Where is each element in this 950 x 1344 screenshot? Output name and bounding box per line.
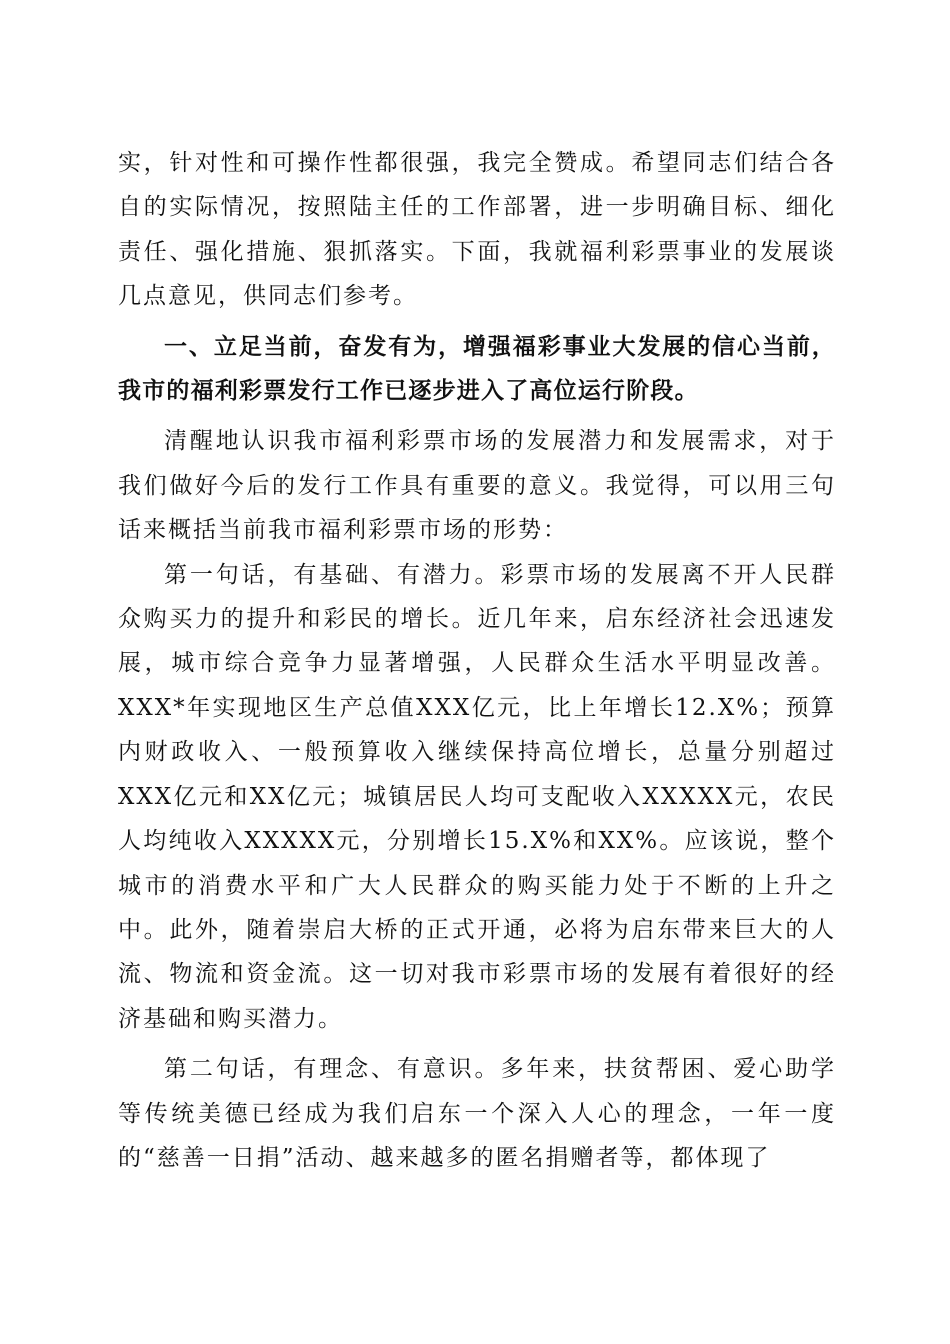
paragraph-text: 清醒地认识我市福利彩票市场的发展潜力和发展需求，对于我们做好今后的发行工作具有重要的意义。我觉得，可以用三句话来概括当前我市福利彩票市场的形势： [118, 428, 836, 544]
paragraph-text: 实，针对性和可操作性都很强，我完全赞成。希望同志们结合各自的实际情况，按照陆主任的工作部署，进一步明确目标、细化责任、强化措施、狠抓落实。下面，我就福利彩票事业的发展谈几点意见，供同志们参考。 [118, 150, 836, 310]
paragraph-first-point [118, 553, 836, 1041]
document-page [118, 141, 836, 1180]
section-heading-1 [118, 325, 836, 414]
paragraph-text: 多年来，扶贫帮困、爱心助学等传统美德已经成为我们启东一个深入人心的理念，一年一度的“慈善一日捐”活动、越来越多的匿名捐赠者等，都体现了 [118, 1056, 837, 1171]
point-lead-second: 第二句话，有理念、有意识。 [164, 1056, 501, 1083]
paragraph-market-awareness [118, 419, 836, 552]
heading-text: 一、立足当前，奋发有为，增强福彩事业大发展的信心当前，我市的福利彩票发行工作已逐步进入了高位运行阶段。 [118, 333, 836, 405]
paragraph-intro-continuation [118, 141, 836, 319]
paragraph-second-point [118, 1047, 836, 1180]
point-lead-first: 第一句话，有基础、有潜力。 [164, 561, 501, 588]
paragraph-text: 彩票市场的发展离不开人民群众购买力的提升和彩民的增长。近几年来，启东经济社会迅速发展，城市综合竞争力显著增强，人民群众生活水平明显改善。XXX*年实现地区生产总值XXX亿元，比上年增长12.X%；预算内财政收入、一般预算收入继续保持高位增长，总量分别超过XXX亿元和XX亿元；城镇居民人均可支配收入XXXXX元，农民人均纯收入XXXXX元，分别增长15.X%和XX%。应该说，整个城市的消费水平和广大人民群众的购买能力处于不断的上升之中。此外，随着崇启大桥的正式开通，必将为启东带来巨大的人流、物流和资金流。这一切对我市彩票市场的发展有着很好的经济基础和购买潜力。 [118, 561, 837, 1032]
